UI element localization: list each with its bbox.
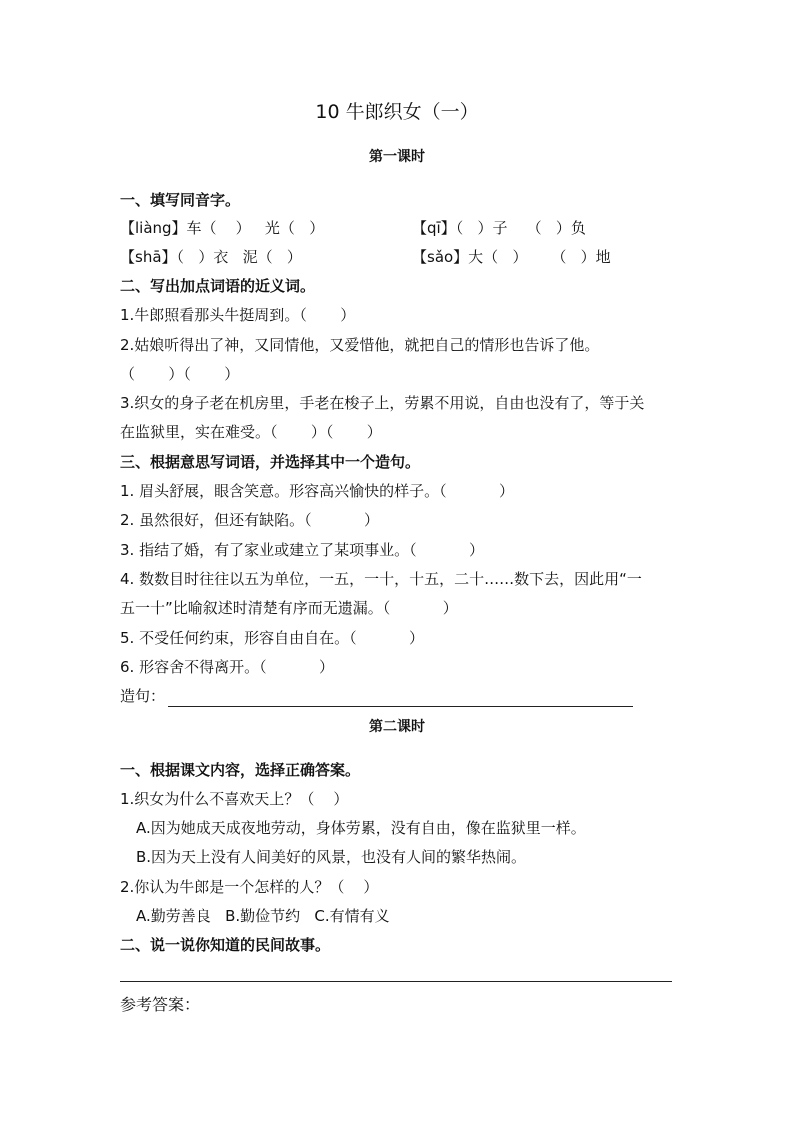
choice-q2: 2.你认为牛郎是一个怎样的人？（ ） xyxy=(120,878,379,896)
lesson2-sec2-heading: 二、说一说你知道的民间故事。 xyxy=(120,936,331,954)
choice-q2-options: A.勤劳善良 B.勤俭节约 C.有情有义 xyxy=(136,907,390,925)
answers-heading: 参考答案： xyxy=(120,995,201,1014)
synonym-q3-line1: 3.织女的身子老在机房里，手老在梭子上，劳累不用说，自由也没有了，等于关 xyxy=(120,394,645,412)
homophone-sha: 【shā】（ ）衣 泥（ ） xyxy=(120,248,302,266)
meaning-q3: 3. 指结了婚，有了家业或建立了某项事业。（ ） xyxy=(120,541,485,559)
sentence-label: 造句： xyxy=(120,687,166,705)
sentence-answer-line[interactable] xyxy=(168,706,633,707)
synonym-q1: 1.牛郎照看那头牛挺周到。（ ） xyxy=(120,306,356,324)
meaning-q5: 5. 不受任何约束，形容自由自在。（ ） xyxy=(120,629,425,647)
synonym-q3-line2: 在监狱里，实在难受。（ ）（ ） xyxy=(120,423,382,441)
choice-q1-option-a: A.因为她成天成夜地劳动，身体劳累，没有自由，像在监狱里一样。 xyxy=(136,819,586,837)
worksheet-title: 10 牛郎织女（一） xyxy=(315,101,479,123)
lesson1-sec2-heading: 二、写出加点词语的近义词。 xyxy=(120,277,316,295)
meaning-q4-line1: 4. 数数目时往往以五为单位，一五，一十，十五，二十……数下去，因此用“一 xyxy=(120,570,642,588)
meaning-q2: 2. 虽然很好，但还有缺陷。（ ） xyxy=(120,511,380,529)
synonym-q2: 2.姑娘听得出了神，又同情他，又爱惜他，就把自己的情形也告诉了他。 xyxy=(120,336,600,354)
meaning-q4-line2: 五一十”比喻叙述时清楚有序而无遗漏。（ ） xyxy=(120,599,458,617)
story-answer-line[interactable] xyxy=(120,981,672,982)
choice-q1-option-b: B.因为天上没有人间美好的风景，也没有人间的繁华热闹。 xyxy=(136,848,527,866)
homophone-qi: 【qī】（ ）子 （ ）负 xyxy=(412,219,586,237)
lesson1-sec3-heading: 三、根据意思写词语，并选择其中一个造句。 xyxy=(120,453,421,471)
lesson2-sec1-heading: 一、根据课文内容，选择正确答案。 xyxy=(120,761,361,779)
lesson2-heading: 第二课时 xyxy=(369,719,425,735)
lesson1-sec1-heading: 一、填写同音字。 xyxy=(120,191,241,209)
choice-q1: 1.织女为什么不喜欢天上？（ ） xyxy=(120,790,349,808)
homophone-liang: 【liàng】车（ ） 光（ ） xyxy=(120,219,325,237)
synonym-q2-blanks: （ ）（ ） xyxy=(120,365,240,383)
meaning-q1: 1. 眉头舒展，眼含笑意。形容高兴愉快的样子。（ ） xyxy=(120,482,515,500)
meaning-q6: 6. 形容舍不得离开。（ ） xyxy=(120,658,335,676)
homophone-sao: 【sǎo】大（ ） （ ）地 xyxy=(412,248,611,266)
lesson1-heading: 第一课时 xyxy=(369,149,425,165)
